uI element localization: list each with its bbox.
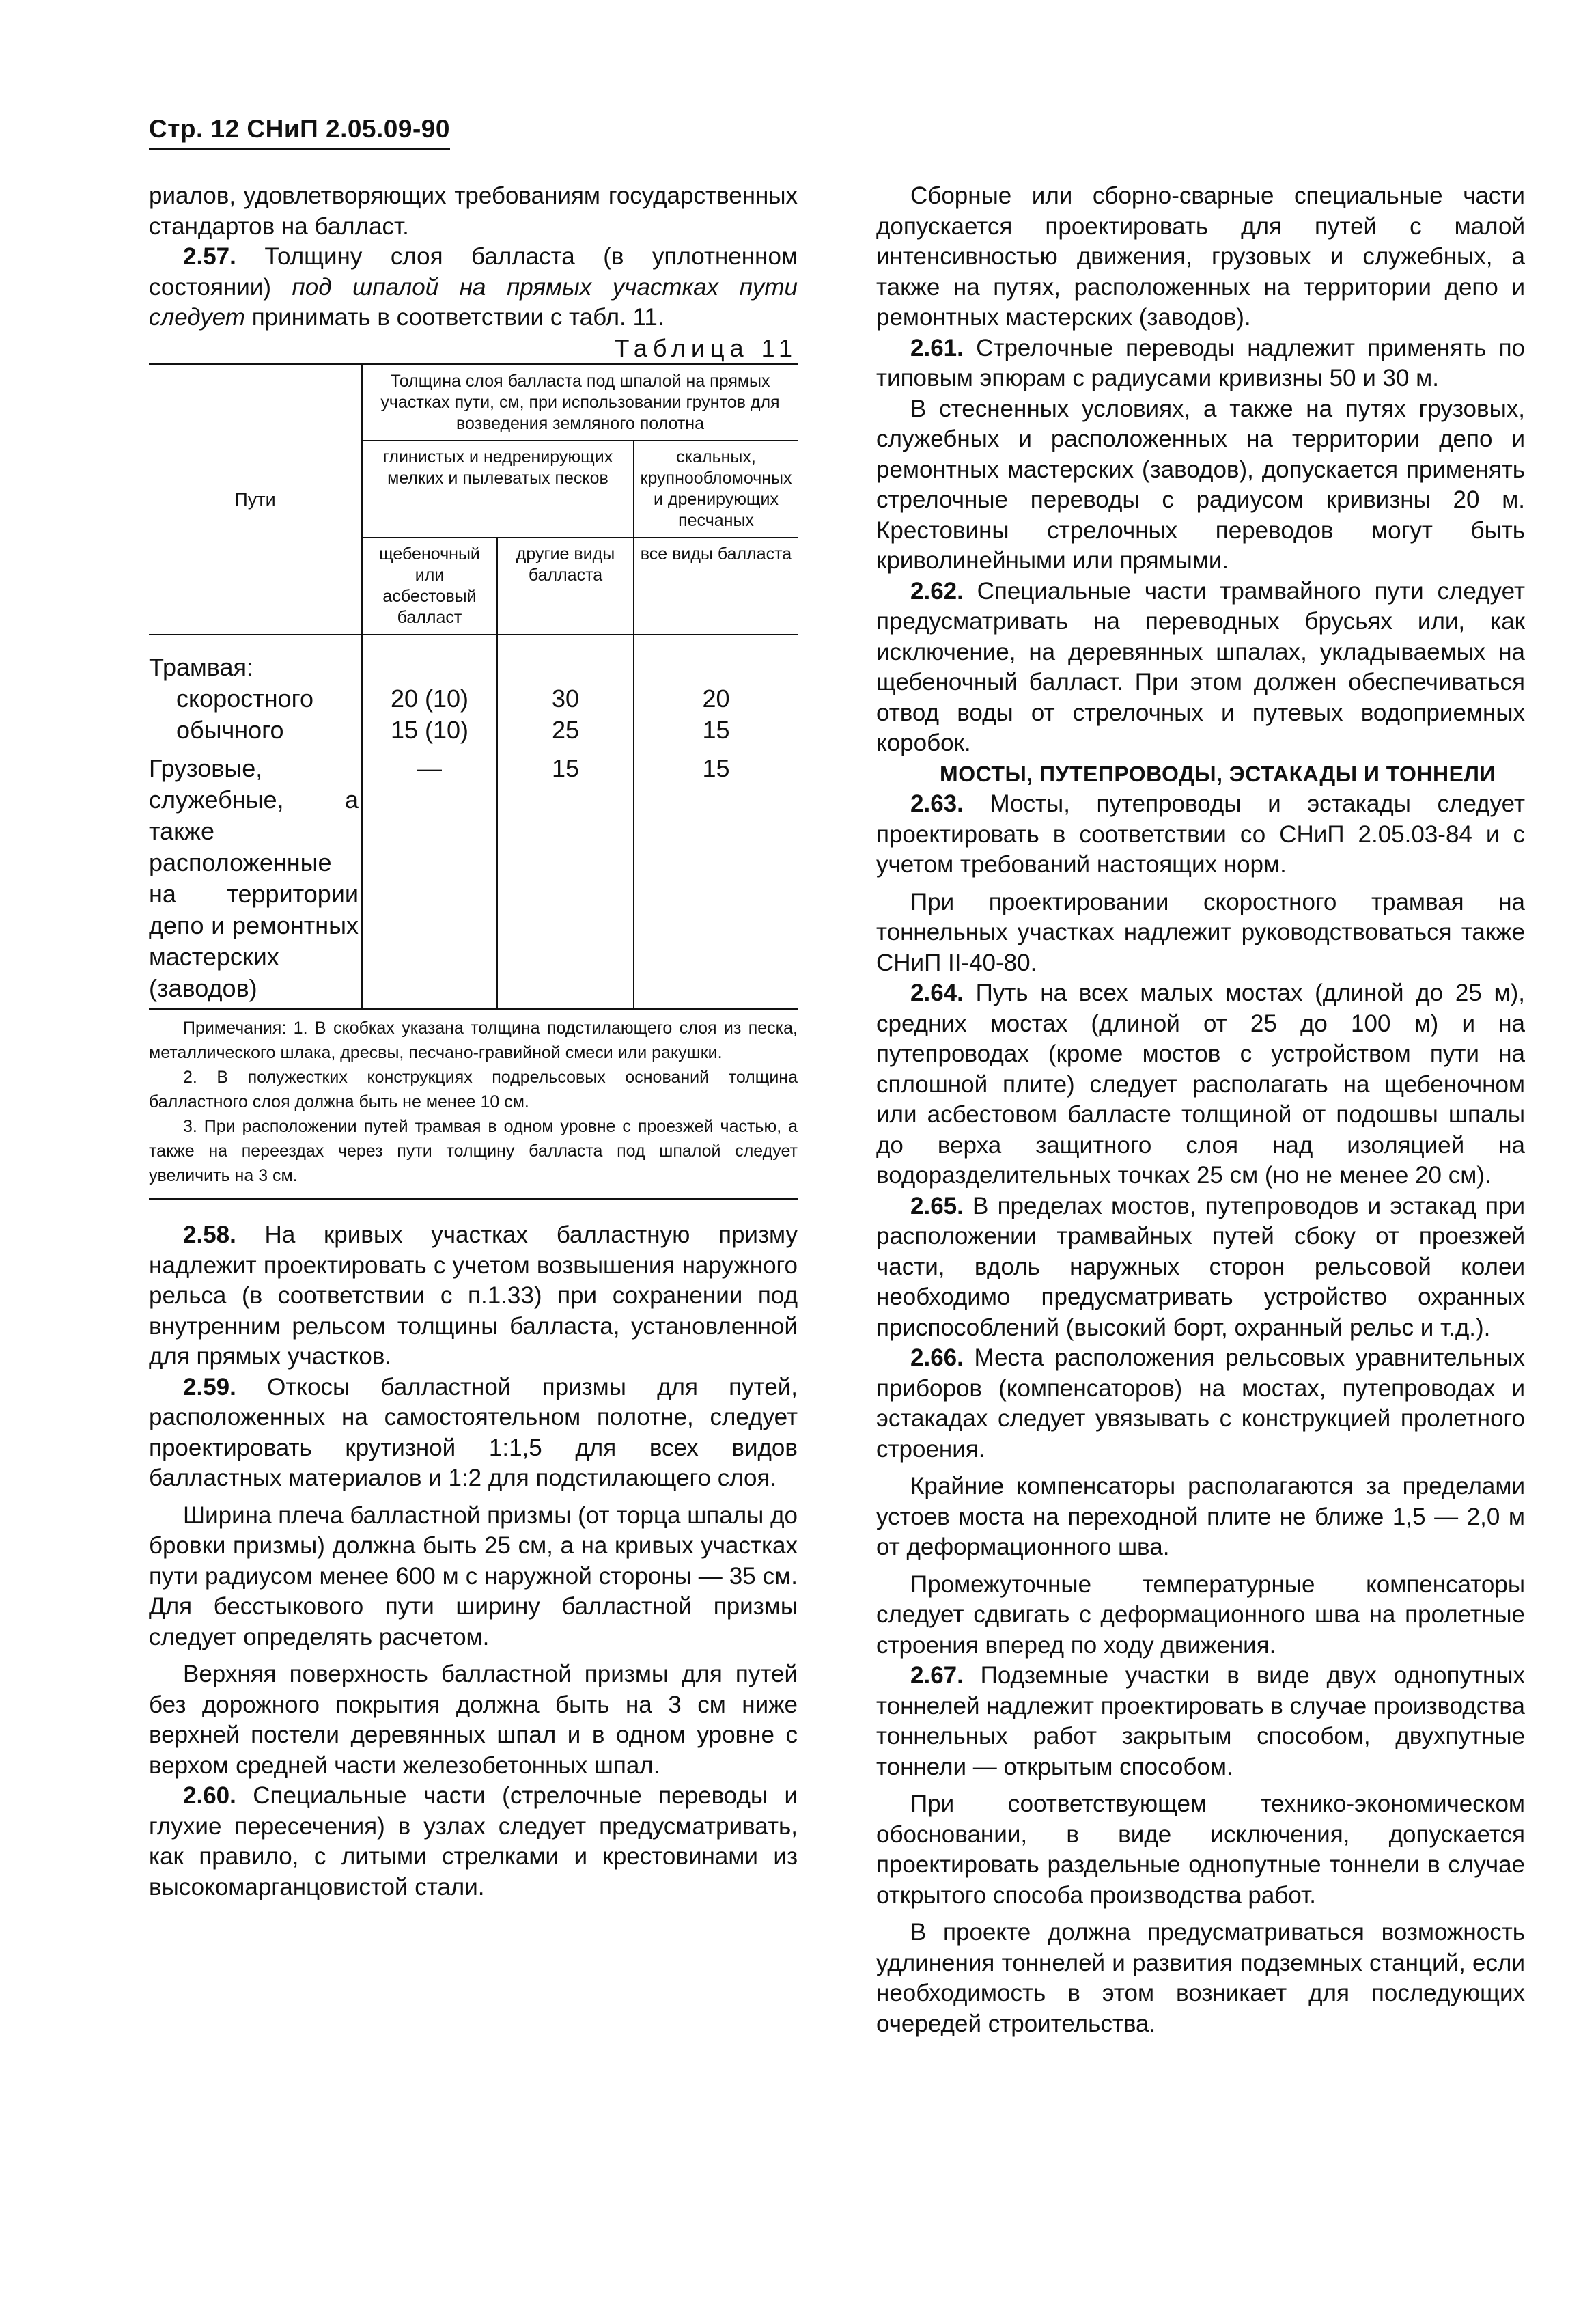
table-bottom-rule	[149, 1008, 798, 1010]
right-column	[876, 181, 1525, 2039]
page-header: Стр. 12 СНиП 2.05.09-90	[149, 115, 450, 150]
clause-number: 2.59.	[183, 1373, 236, 1400]
clause-2-67	[876, 1661, 1525, 1782]
cell: 30	[497, 683, 634, 715]
row-label: Грузовые, служебные, а также расположенные на территории депо и ремонтных мастерских (заводов)	[149, 754, 359, 1002]
clause-text: В пределах мостов, путепроводов и эстакад при расположении трамвайных путей сбоку от проезжей части, вдоль наружных сторон рельсовой колеи необходимо предусматривать устройство охранных приспособлений (высокий борт, охранный рельс и т.д.).	[876, 1192, 1525, 1341]
note: 2. В полужестких конструкциях подрельсовых оснований толщина балластного слоя должна быть не менее 10 см.	[149, 1068, 798, 1111]
section-heading: МОСТЫ, ПУТЕПРОВОДЫ, ЭСТАКАДЫ И ТОННЕЛИ	[940, 761, 1496, 786]
cell: 15 (10)	[362, 715, 497, 746]
paragraph: Крайние компенсаторы располагаются за пределами устоев моста на переходной плите не ближе 1,5 — 2,0 м от деформационного шва.	[876, 1473, 1525, 1560]
clause-number: 2.58.	[183, 1221, 236, 1248]
cell: 20	[634, 683, 798, 715]
clause-number: 2.67.	[910, 1662, 964, 1689]
clause-2-62	[876, 577, 1525, 759]
table-header-rock: скальных, крупнообломочных и дренирующих песчаных	[634, 441, 798, 538]
table-header-all-ballast: все виды балласта	[634, 538, 798, 635]
clause-text: Откосы балластной призмы для путей, расположенных на самостоятельном полотне, следует проектировать крутизной 1:1,5 для всех видов балластных материалов и 1:2 для подстилающего слоя.	[149, 1373, 798, 1491]
row-label: обычного	[176, 716, 284, 744]
paragraph: При соответствующем технико-экономическом обосновании, в виде исключения, допускается проектировать раздельные однопутные тоннели в случае открытого способа производства работ.	[876, 1790, 1525, 1909]
clause-number: 2.63.	[910, 790, 964, 817]
table-header-crushed-stone: щебеночный или асбестовый балласт	[362, 538, 497, 635]
paragraph: В проекте должна предусматриваться возможность удлинения тоннелей и развития подземных станций, если необходимость в этом возникает для последующих очередей строительства.	[876, 1919, 1525, 2037]
cell	[497, 635, 634, 683]
table-row	[149, 715, 798, 746]
table-header-main: Толщина слоя балласта под шпалой на прямых участках пути, см, при использовании грунтов для возведения земляного полотна	[362, 365, 798, 441]
table-header-puti: Пути	[149, 365, 362, 635]
cell: 25	[497, 715, 634, 746]
cell: —	[362, 746, 497, 1008]
table-notes	[149, 1016, 798, 1200]
clause-number: 2.61.	[910, 334, 964, 361]
paragraph: Промежуточные температурные компенсаторы следует сдвигать с деформационного шва на пролетные строения вперед по ходу движения.	[876, 1571, 1525, 1659]
cell: 15	[497, 746, 634, 1008]
cell: 20 (10)	[362, 683, 497, 715]
clause-number: 2.65.	[910, 1192, 964, 1219]
cell: 15	[634, 746, 798, 1008]
paragraph: В стесненных условиях, а также на путях грузовых, служебных и расположенных на территории депо и ремонтных мастерских (заводов), допускается применять стрелочные переводы с радиусом кривизны 20 м. Крестовины стрелочных переводов могут быть криволинейными или прямыми.	[876, 395, 1525, 574]
clause-2-60	[149, 1781, 798, 1903]
cell	[362, 635, 497, 683]
clause-2-65	[876, 1191, 1525, 1344]
clause-text: принимать в соответствии с табл. 11.	[245, 304, 664, 331]
ballast-thickness-table	[149, 363, 798, 1008]
clause-number: 2.62.	[910, 577, 964, 605]
clause-number: 2.66.	[910, 1344, 964, 1371]
clause-text: Толщину слоя балласта (в уплотненном состоянии)	[149, 243, 798, 301]
table-row	[149, 746, 798, 1008]
table-header-clay: глинистых и недренирующих мелких и пылеватых песков	[362, 441, 634, 538]
cell: 15	[634, 715, 798, 746]
clause-2-66	[876, 1343, 1525, 1465]
clause-2-59	[149, 1372, 798, 1494]
clause-2-64	[876, 978, 1525, 1191]
clause-2-63	[876, 789, 1525, 881]
clause-2-58	[149, 1220, 798, 1372]
paragraph: Верхняя поверхность балластной призмы для путей без дорожного покрытия должна быть на 3 см ниже верхней постели деревянных шпал и в одном уровне с верхом средней части железобетонных шпал.	[149, 1661, 798, 1779]
table-title: Таблица 11	[614, 333, 798, 362]
table-row	[149, 683, 798, 715]
paragraph: Ширина плеча балластной призмы (от торца шпалы до бровки призмы) должна быть 25 см, а на кривых участках пути радиусом менее 600 м с наружной стороны — 35 см. Для бесстыкового пути ширину балластной призмы следует определять расчетом.	[149, 1502, 798, 1650]
clause-text: Мосты, путепроводы и эстакады следует проектировать в соответствии со СНиП 2.05.03-84 и с учетом требований настоящих норм.	[876, 790, 1525, 878]
table-header-other-ballast: другие виды балласта	[497, 538, 634, 635]
clause-text: Специальные части (стрелочные переводы и глухие пересечения) в узлах следует предусматривать, как правило, с литыми стрелками и крестовинами из высокомарганцовистой стали.	[149, 1782, 798, 1900]
clause-text-italic: под шпалой на прямых участках пути следует	[149, 273, 798, 331]
clause-2-61	[876, 333, 1525, 394]
note: 3. При расположении путей трамвая в одном уровне с проезжей частью, а также на переездах через пути толщину балласта под шпалой следует увеличить на 3 см.	[149, 1117, 798, 1185]
clause-number: 2.60.	[183, 1782, 236, 1809]
clause-text: На кривых участках балластную призму надлежит проектировать с учетом возвышения наружного рельса (в соответствии с п.1.33) при сохранении под внутренним рельсом толщины балласта, установленной для прямых участков.	[149, 1221, 798, 1370]
clause-text: Стрелочные переводы надлежит применять по типовым эпюрам с радиусами кривизны 50 и 30 м.	[876, 334, 1525, 391]
clause-text: Места расположения рельсовых уравнительных приборов (компенсаторов) на мостах, путепроводах и эстакадах следует увязывать с конструкцией пролетного строения.	[876, 1344, 1525, 1463]
clause-number: 2.64.	[910, 980, 964, 1006]
clause-text: Специальные части трамвайного пути следует предусматривать на переводных брусьях или, как исключение, на деревянных шпалах, укладываемых на щебеночный балласт. При этом должен обеспечиваться отвод воды от стрелочных и путевых водоприемных коробок.	[876, 577, 1525, 756]
clause-text: Путь на всех малых мостах (длиной до 25 м), средних мостах (длиной от 25 до 100 м) и на путепроводах (кроме мостов с устройством пути на сплошной плите) следует располагать на щебеночном или асбестовом балласте толщиной от подошвы шпалы до верха защитного слоя над изоляцией на водоразделительных точках 25 см (но не менее 20 см).	[876, 980, 1525, 1189]
clause-text: Подземные участки в виде двух однопутных тоннелей надлежит проектировать в случае производства тоннельных работ закрытым способом, двухпутные тоннели — открытым способом.	[876, 1662, 1525, 1780]
table-row	[149, 635, 798, 683]
clause-2-57	[149, 242, 798, 333]
row-label: скоростного	[176, 684, 313, 713]
row-label: Трамвая:	[149, 653, 253, 681]
left-column	[149, 181, 798, 1903]
clause-number: 2.57.	[183, 243, 236, 270]
paragraph: Сборные или сборно-сварные специальные части допускается проектировать для путей с малой интенсивностью движения, грузовых и служебных, а также на путях, расположенных на территории депо и ремонтных мастерских (заводов).	[876, 182, 1525, 331]
paragraph-continuation: риалов, удовлетворяющих требованиям государственных стандартов на балласт.	[149, 182, 798, 240]
cell	[634, 635, 798, 683]
paragraph: При проектировании скоростного трамвая на тоннельных участках надлежит руководствоваться также СНиП II-40-80.	[876, 888, 1525, 976]
note: Примечания: 1. В скобках указана толщина подстилающего слоя из песка, металлического шлака, дресвы, песчано-гравийной смеси или ракушки.	[149, 1019, 798, 1062]
